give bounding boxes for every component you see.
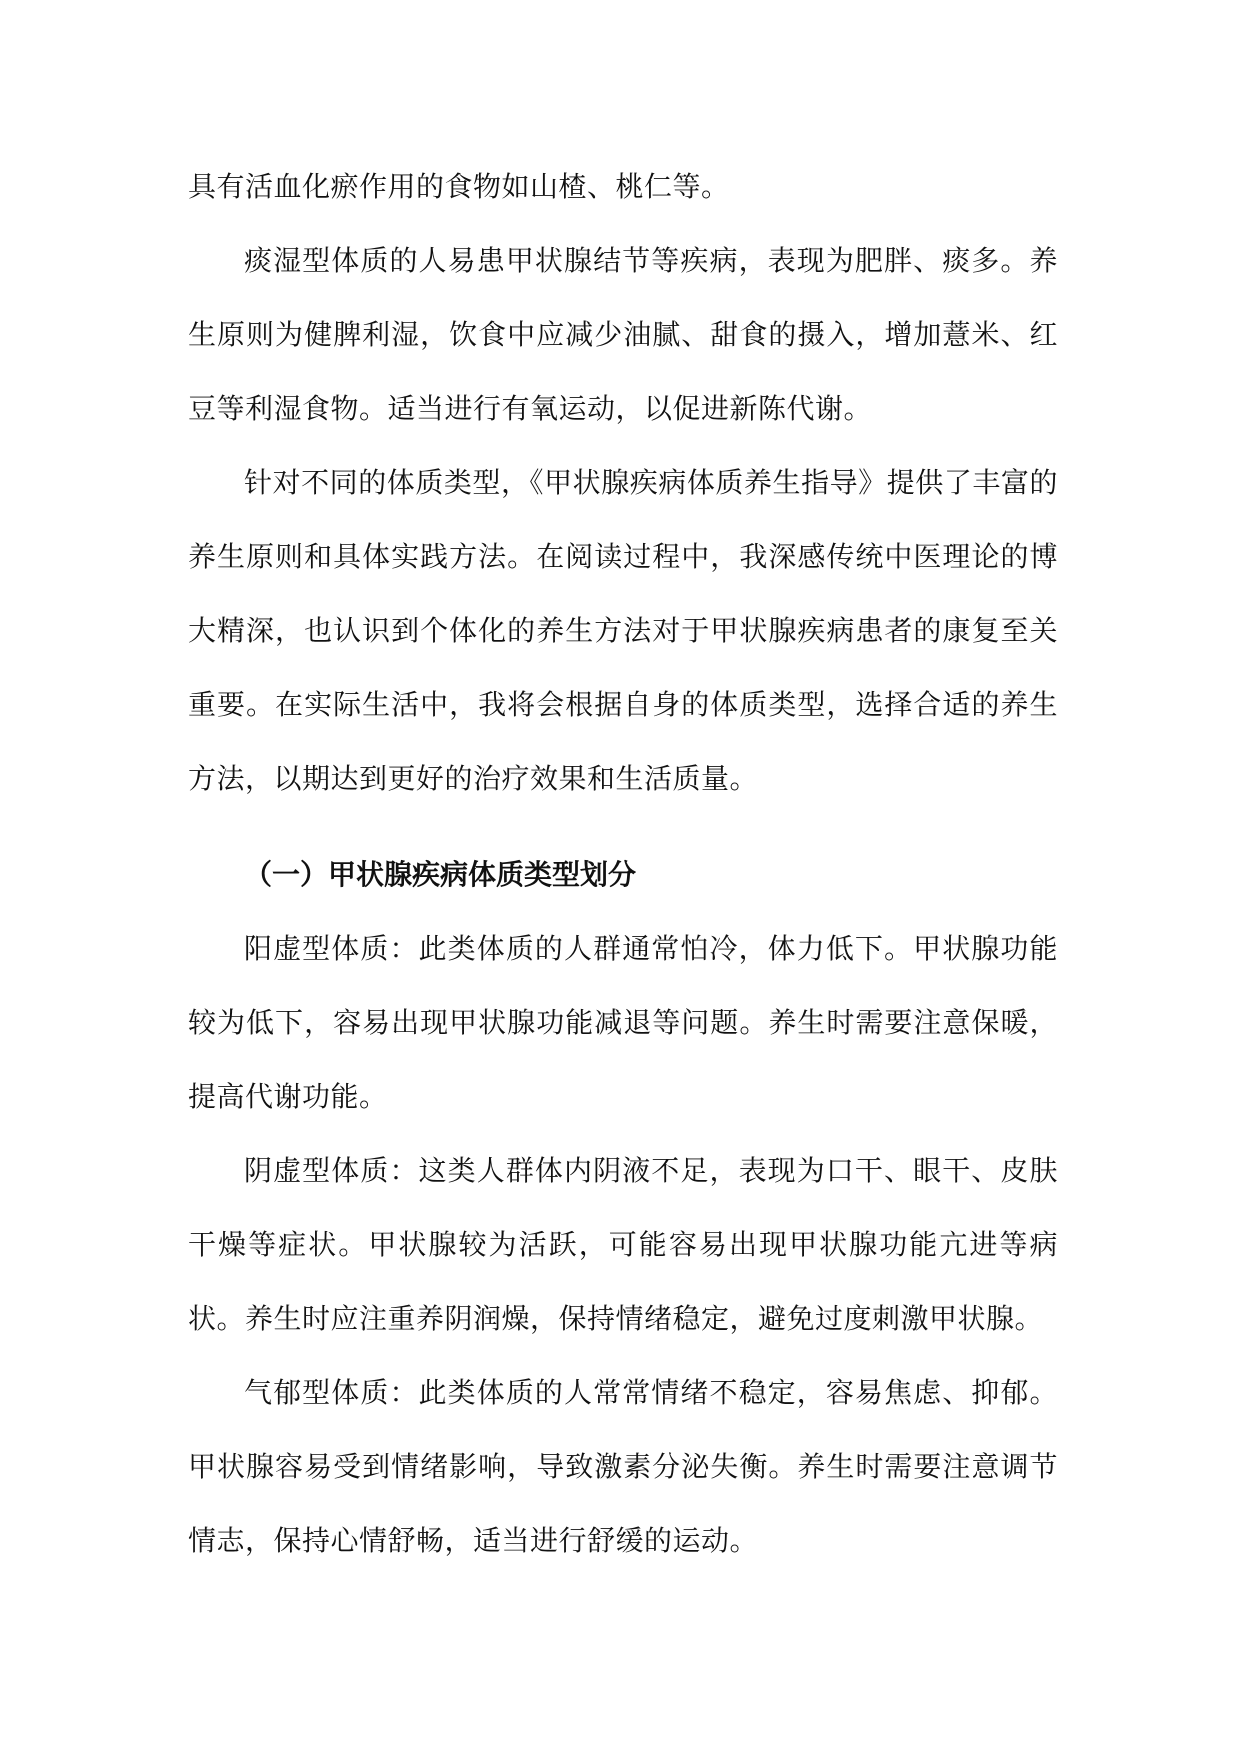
- paragraph-yang-deficiency: 阳虚型体质：此类体质的人群通常怕冷，体力低下。甲状腺功能较为低下，容易出现甲状腺功能减退等问题。养生时需要注意保暖，提高代谢功能。: [188, 932, 1058, 1113]
- paragraph-phlegm-damp: 痰湿型体质的人易患甲状腺结节等疾病，表现为肥胖、痰多。养生原则为健脾利湿，饮食中应减少油腻、甜食的摄入，增加薏米、红豆等利湿食物。适当进行有氧运动，以促进新陈代谢。: [188, 244, 1058, 425]
- paragraph-yin-deficiency: 阴虚型体质：这类人群体内阴液不足，表现为口干、眼干、皮肤干燥等症状。甲状腺较为活跃，可能容易出现甲状腺功能亢进等病状。养生时应注重养阴润燥，保持情绪稳定，避免过度刺激甲状腺。: [188, 1154, 1058, 1335]
- paragraph-guidance-summary: 针对不同的体质类型，《甲状腺疾病体质养生指导》提供了丰富的养生原则和具体实践方法。在阅读过程中，我深感传统中医理论的博大精深，也认识到个体化的养生方法对于甲状腺疾病患者的康复至关重要。在实际生活中，我将会根据自身的体质类型，选择合适的养生方法，以期达到更好的治疗效果和生活质量。: [188, 466, 1058, 795]
- paragraph-continuation: 具有活血化瘀作用的食物如山楂、桃仁等。: [188, 170, 730, 203]
- document-body: [188, 150, 1058, 1578]
- section-heading: （一）甲状腺疾病体质类型划分: [244, 858, 637, 891]
- paragraph-qi-stagnation: 气郁型体质：此类体质的人常常情绪不稳定，容易焦虑、抑郁。甲状腺容易受到情绪影响，导致激素分泌失衡。养生时需要注意调节情志，保持心情舒畅，适当进行舒缓的运动。: [188, 1376, 1058, 1557]
